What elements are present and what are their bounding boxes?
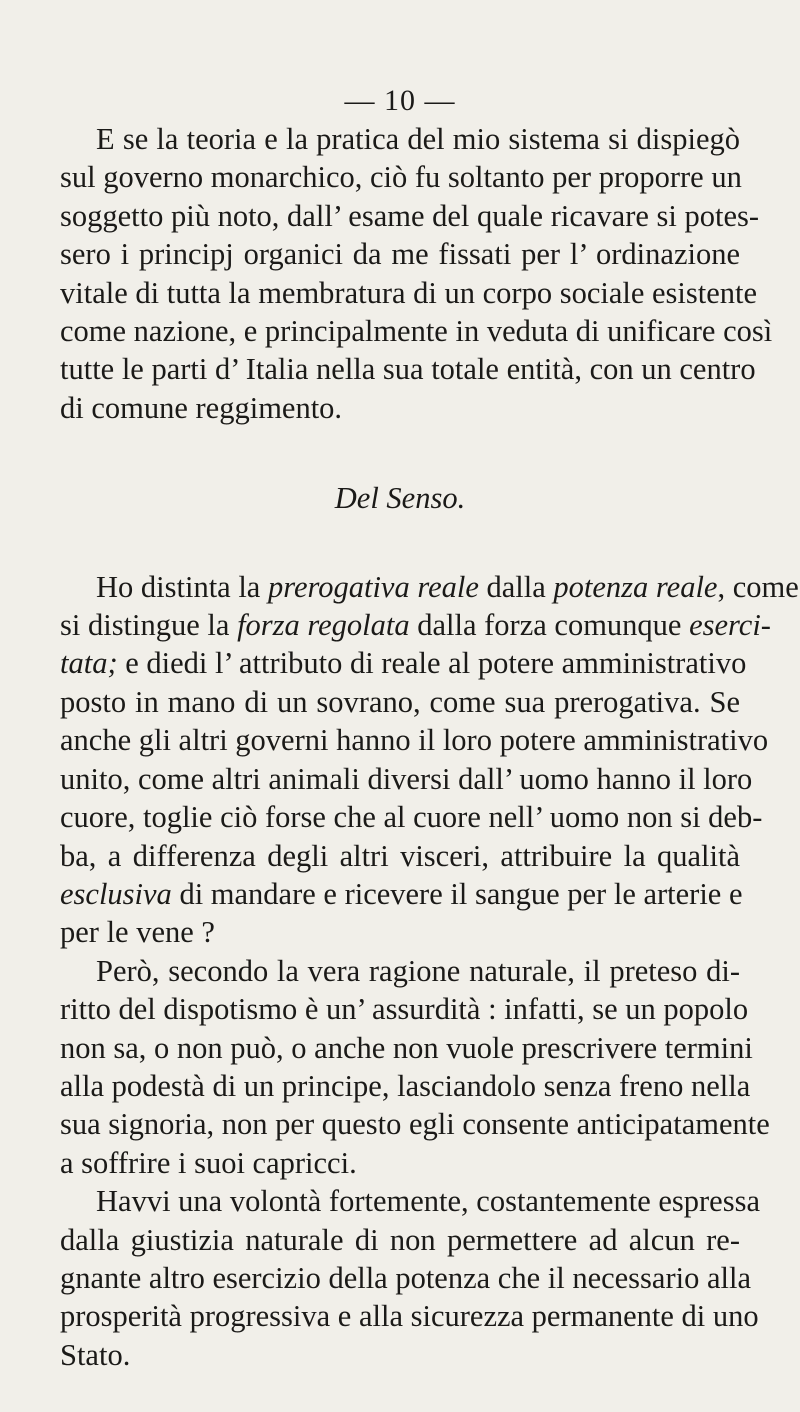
text-line: sul governo monarchico, ciò fu soltanto per proporre un — [60, 160, 742, 195]
paragraph-3 — [60, 952, 770, 1182]
paragraph-4 — [60, 1182, 760, 1374]
italic-term: eserci- — [689, 608, 771, 643]
text-line: soggetto più noto, dall’ esame del quale ricavare si potes- — [60, 198, 760, 233]
text-line: a soffrire i suoi capricci. — [60, 1145, 357, 1180]
text-line: E se la teoria e la pratica del mio sistema si dispiegò — [96, 122, 740, 156]
paragraph-1 — [60, 120, 773, 427]
page-number: — 10 — — [344, 84, 456, 117]
paragraph-2 — [60, 568, 799, 952]
text-line: unito, come altri animali diversi dall’ uomo hanno il loro — [60, 761, 753, 796]
text-line: sua signoria, non per questo egli consente anticipatamente — [60, 1107, 770, 1142]
text-line: Ho distinta la prerogativa reale dalla potenza reale, come — [96, 569, 799, 604]
text-line: prosperità progressiva e alla sicurezza permanente di uno — [60, 1299, 759, 1334]
text-line: tata; e diedi l’ attributo di reale al potere amministrativo — [60, 646, 747, 681]
text-line: sero i principj organici da me fissati per l’ ordinazione — [60, 237, 740, 272]
italic-term: potenza reale — [553, 569, 718, 604]
italic-term: forza regolata — [237, 608, 410, 643]
italic-term: tata; — [60, 646, 118, 681]
text-line: si distingue la forza regolata dalla forza comunque eserci- — [60, 608, 771, 643]
text-line: posto in mano di un sovrano, come sua prerogativa. Se — [60, 684, 740, 719]
text-line: come nazione, e principalmente in veduta di unificare così — [60, 314, 773, 349]
section-heading: Del Senso. — [334, 481, 466, 516]
text-line: per le vene ? — [60, 915, 215, 950]
text-line: di comune reggimento. — [60, 390, 343, 425]
text-line: non sa, o non può, o anche non vuole prescrivere termini — [60, 1030, 753, 1065]
italic-term: esclusiva — [60, 876, 172, 911]
text-line: gnante altro esercizio della potenza che il necessario alla — [60, 1260, 751, 1295]
text-line: ritto del dispotismo è un’ assurdità : infatti, se un popolo — [60, 992, 749, 1027]
italic-term: prerogativa reale — [267, 569, 479, 604]
text-line: Però, secondo la vera ragione naturale, il preteso di- — [96, 953, 740, 988]
body-text — [60, 120, 799, 1374]
text-line: vitale di tutta la membratura di un corpo sociale esistente — [60, 275, 758, 310]
text-line: Stato. — [60, 1337, 131, 1372]
text-line: ba, a differenza degli altri visceri, attribuire la qualità — [60, 838, 740, 873]
text-line: alla podestà di un principe, lasciandolo senza freno nella — [60, 1068, 751, 1103]
text-line: tutte le parti d’ Italia nella sua totale entità, con un centro — [60, 352, 756, 387]
text-line: anche gli altri governi hanno il loro potere amministrativo — [60, 723, 769, 758]
text-line: esclusiva di mandare e ricevere il sangue per le arterie e — [60, 876, 743, 911]
text-line: cuore, toglie ciò forse che al cuore nell’ uomo non si deb- — [60, 800, 763, 835]
text-line: dalla giustizia naturale di non permettere ad alcun re- — [60, 1222, 740, 1257]
text-line: Havvi una volontà fortemente, costantemente espressa — [96, 1184, 760, 1219]
